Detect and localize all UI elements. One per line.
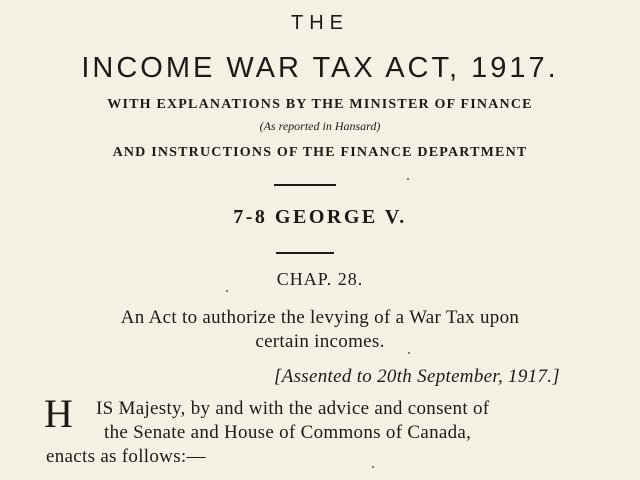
act-title-line: An Act to authorize the levying of a War Tax upon bbox=[120, 307, 520, 328]
regnal-year: 7-8 GEORGE V. bbox=[233, 206, 407, 228]
divider-rule bbox=[274, 184, 336, 186]
paper-speck bbox=[408, 352, 410, 354]
document-title: INCOME WAR TAX ACT, 1917. bbox=[81, 52, 559, 84]
document-subtitle: WITH EXPLANATIONS BY THE MINISTER OF FINANCE bbox=[107, 97, 533, 112]
paper-speck bbox=[407, 178, 409, 180]
assent-date: [Assented to 20th September, 1917.] bbox=[274, 366, 560, 387]
instructions-line: AND INSTRUCTIONS OF THE FINANCE DEPARTMENT bbox=[112, 145, 528, 160]
enacting-clause-line: enacts as follows:— bbox=[46, 446, 206, 467]
act-title-line: certain incomes. bbox=[255, 331, 385, 352]
paper-speck bbox=[372, 466, 374, 468]
divider-rule bbox=[276, 252, 334, 254]
enacting-clause-line: IS Majesty, by and with the advice and consent of bbox=[96, 398, 490, 419]
enacting-clause-line: the Senate and House of Commons of Canada, bbox=[104, 422, 472, 443]
chapter-heading: CHAP. 28. bbox=[276, 269, 364, 289]
title-article: THE bbox=[291, 12, 349, 34]
drop-cap: H bbox=[44, 391, 73, 436]
paper-speck bbox=[226, 290, 228, 292]
reported-note: (As reported in Hansard) bbox=[259, 119, 381, 133]
